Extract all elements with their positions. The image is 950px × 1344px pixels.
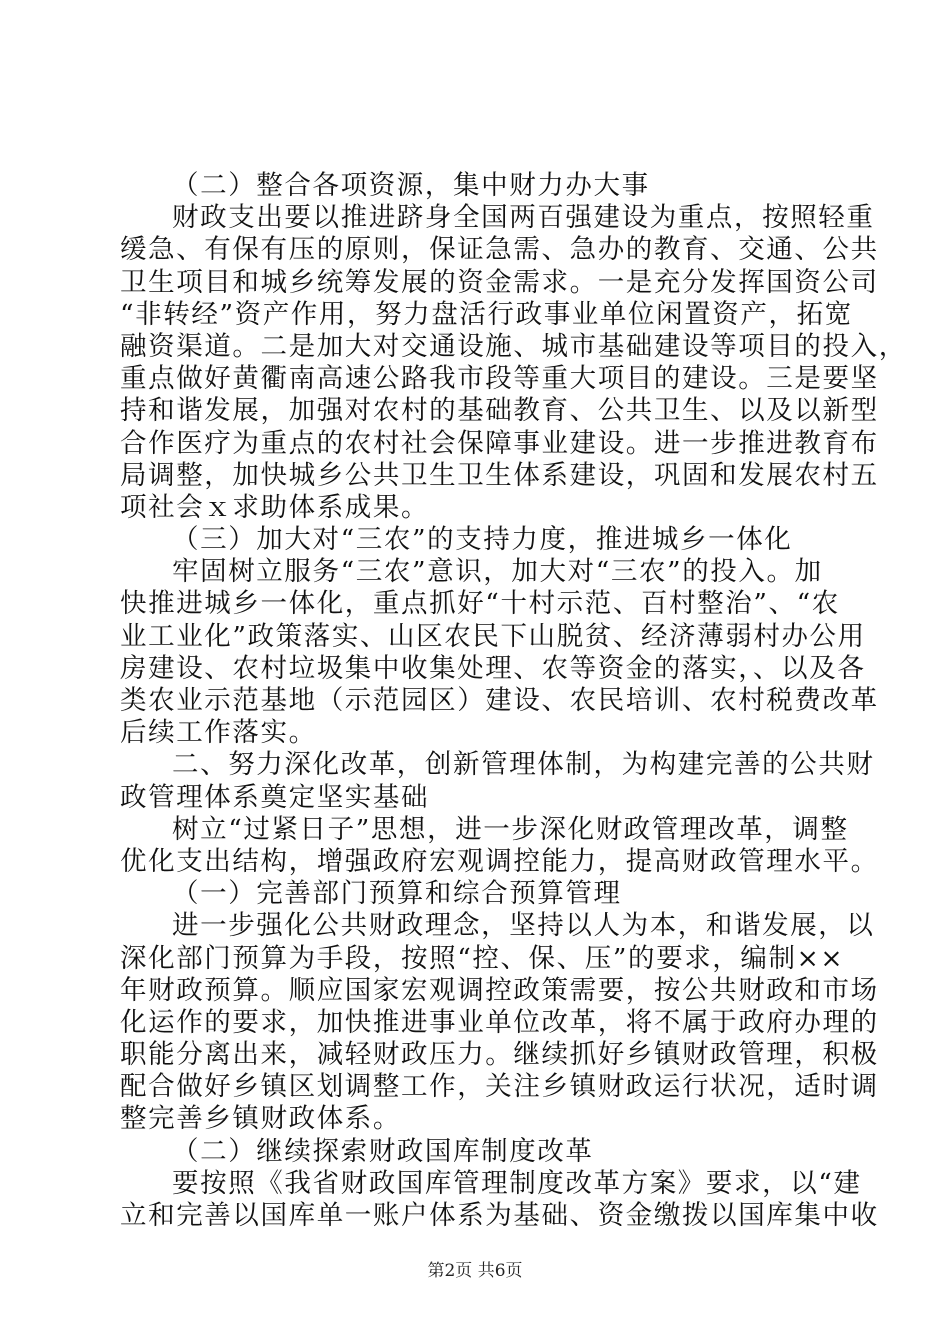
section-heading: （一）完善部门预算和综合预算管理 [172,878,622,910]
document-body [120,170,907,1232]
paragraph-line: 融资渠道。二是加大对交通设施、城市基础建设等项目的投入， [120,330,907,362]
paragraph-line: 化运作的要求，加快推进事业单位改革，将不属于政府办理的 [120,1006,879,1038]
paragraph-line: 类农业示范基地（示范园区）建设、农民培训、农村税费改革 [120,685,879,716]
paragraph-line: 快推进城乡一体化，重点抓好“十村示范、百村整治”、“农 [120,588,840,620]
paragraph-line: 重点做好黄衢南高速公路我市段等重大项目的建设。三是要坚 [120,363,879,395]
paragraph-line: 要按照《我省财政国库管理制度改革方案》要求，以“建 [172,1167,862,1199]
section-heading: （三）加大对“三农”的支持力度，推进城乡一体化 [172,524,793,556]
page-number-footer: 第2页 共6页 [427,1261,523,1281]
paragraph-line: 立和完善以国库单一账户体系为基础、资金缴拨以国库集中收 [120,1200,879,1231]
paragraph-line: 配合做好乡镇区划调整工作，关注乡镇财政运行状况，适时调 [120,1071,879,1103]
section-heading: （二）整合各项资源，集中财力办大事 [172,170,650,201]
paragraph-line: 树立“过紧日子”思想，进一步深化财政管理改革，调整 [172,813,849,845]
paragraph-line: 整完善乡镇财政体系。 [120,1103,401,1135]
paragraph-line: 合作医疗为重点的农村社会保障事业建设。进一步推进教育布 [120,427,879,459]
paragraph-line: 职能分离出来，减轻财政压力。继续抓好乡镇财政管理，积极 [120,1039,879,1071]
paragraph-line: 卫生项目和城乡统筹发展的资金需求。一是充分发挥国资公司 [120,266,879,298]
section-heading: 二、努力深化改革，创新管理体制，为构建完善的公共财 [172,749,875,781]
paragraph-line: 年财政预算。顺应国家宏观调控政策需要，按公共财政和市场 [120,974,879,1006]
paragraph-line: 持和谐发展，加强对农村的基础教育、公共卫生、以及以新型 [120,395,879,427]
paragraph-line: “非转经”资产作用，努力盘活行政事业单位闲置资产，拓宽 [120,298,853,330]
paragraph-line: 优化支出结构，增强政府宏观调控能力，提高财政管理水平。 [120,845,879,877]
paragraph-line: 项社会ｘ求助体系成果。 [120,491,430,523]
paragraph-line: 缓急、有保有压的原则，保证急需、急办的教育、交通、公共 [120,234,879,266]
paragraph-line: 深化部门预算为手段，按照“控、保、压”的要求，编制×× [120,942,845,974]
paragraph-line: 财政支出要以推进跻身全国两百强建设为重点，按照轻重 [172,202,875,234]
section-heading: 政管理体系奠定坚实基础 [120,781,430,813]
section-heading: （二）继续探索财政国库制度改革 [172,1135,594,1167]
paragraph-line: 进一步强化公共财政理念，坚持以人为本，和谐发展，以 [172,910,875,942]
paragraph-line: 牢固树立服务“三农”意识，加大对“三农”的投入。加 [172,556,823,588]
paragraph-line: 后续工作落实。 [120,717,317,749]
paragraph-line: 业工业化”政策落实、山区农民下山脱贫、经济薄弱村办公用 [120,620,866,652]
paragraph-line: 房建设、农村垃圾集中收集处理、农等资金的落实，、以及各 [120,652,866,684]
paragraph-line: 局调整，加快城乡公共卫生卫生体系建设，巩固和发展农村五 [120,459,879,491]
